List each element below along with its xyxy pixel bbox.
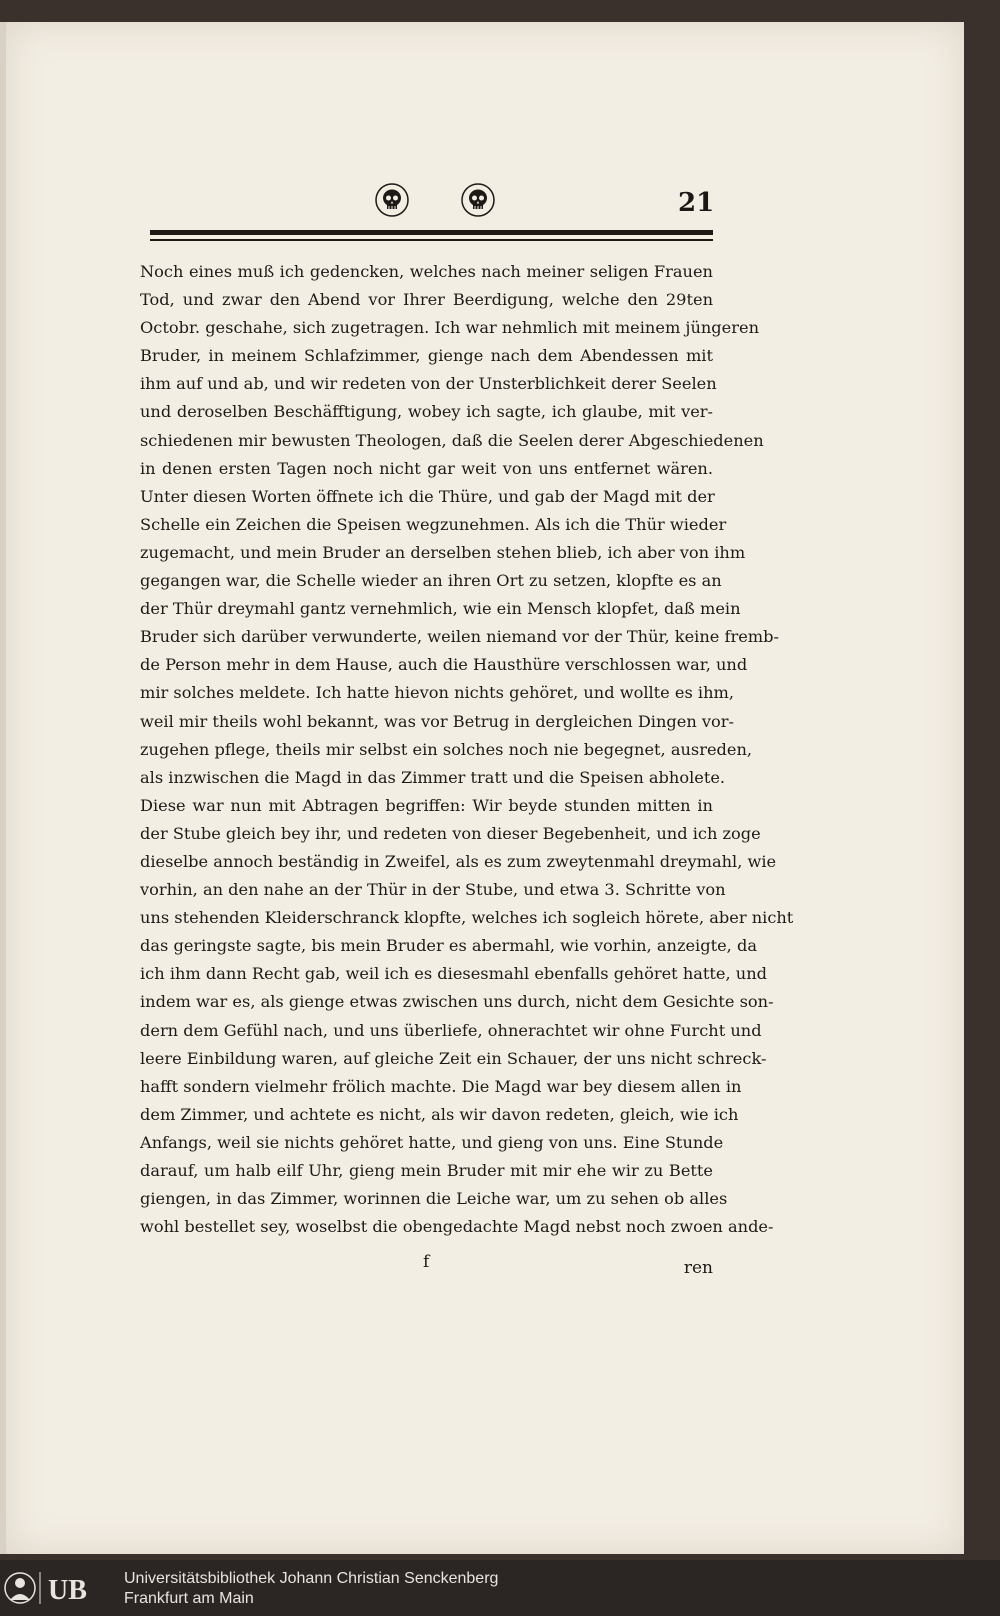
text-line: indem war es, als gienge etwas zwischen uns durch, nicht dem Gesichte son- xyxy=(140,992,774,1012)
page-foot xyxy=(140,1252,713,1282)
text-line: weil mir theils wohl bekannt, was vor Betrug in dergleichen Dingen vor- xyxy=(140,711,735,731)
skull-icon xyxy=(461,183,495,217)
text-line: darauf, um halb eilf Uhr, gieng mein Bruder mit mir ehe wir zu Bette xyxy=(140,1161,713,1180)
text-line: das geringste sagte, bis mein Bruder es abermahl, wie vorhin, anzeigte, da xyxy=(140,936,757,956)
text-line: dieselbe annoch beständig in Zweifel, als es zum zweytenmahl dreymahl, wie xyxy=(140,851,777,871)
text-line: Bruder, in meinem Schlafzimmer, gienge nach dem Abendessen mit xyxy=(140,346,713,366)
body-text xyxy=(140,258,794,1241)
header-rule xyxy=(150,230,713,235)
page-number: 21 xyxy=(678,188,715,218)
text-line: der Thür dreymahl gantz vernehmlich, wie ein Mensch klopfet, daß mein xyxy=(140,599,741,619)
text-line: Diese war nun mit Abtragen begriffen: Wir beyde stunden mitten in xyxy=(140,795,713,815)
ub-logo-text: UB xyxy=(48,1575,87,1606)
text-line: vorhin, an den nahe an der Thür in der Stube, und etwa 3. Schritte von xyxy=(140,880,726,900)
text-line: in denen ersten Tagen noch nicht gar weit von uns entfernet wären. xyxy=(140,458,713,478)
text-line: ihm auf und ab, und wir redeten von der Unsterblichkeit derer Seelen xyxy=(140,374,717,394)
skull-icon xyxy=(375,183,409,217)
footer-line-2: Frankfurt am Main xyxy=(124,1590,254,1607)
text-line: dern dem Gefühl nach, und uns überliefe, ohnerachtet wir ohne Furcht und xyxy=(140,1020,762,1040)
text-line: de Person mehr in dem Hause, auch die Hausthüre verschlossen war, und xyxy=(140,655,748,675)
ub-logo xyxy=(0,1568,118,1608)
footer-line-1: Universitätsbibliothek Johann Christian Senckenberg xyxy=(124,1570,499,1587)
text-line: Anfangs, weil sie nichts gehöret hatte, und gieng von uns. Eine Stunde xyxy=(140,1132,724,1152)
catchword: ren xyxy=(683,1258,713,1278)
header-ornaments xyxy=(375,183,505,223)
text-line: ich ihm dann Recht gab, weil ich es diesesmahl ebenfalls gehöret hatte, und xyxy=(140,964,767,984)
text-line: hafft sondern vielmehr frölich machte. Die Magd war bey diesem allen in xyxy=(140,1076,742,1096)
signature-mark: f xyxy=(423,1252,430,1272)
text-line: und deroselben Beschäfftigung, wobey ich sagte, ich glaube, mit ver- xyxy=(140,402,713,422)
text-line: leere Einbildung waren, auf gleiche Zeit ein Schauer, der uns nicht schreck- xyxy=(140,1048,767,1068)
text-line: gegangen war, die Schelle wieder an ihren Ort zu setzen, klopfte es an xyxy=(140,571,722,591)
text-line: Schelle ein Zeichen die Speisen wegzunehmen. Als ich die Thür wieder xyxy=(140,514,727,534)
text-line: Bruder sich darüber verwunderte, weilen niemand vor der Thür, keine fremb- xyxy=(140,627,779,647)
text-line: dem Zimmer, und achtete es nicht, als wir davon redeten, gleich, wie ich xyxy=(140,1104,739,1124)
text-line: Octobr. geschahe, sich zugetragen. Ich war nehmlich mit meinem jüngeren xyxy=(140,318,759,338)
library-footer xyxy=(0,1560,1000,1616)
text-line: giengen, in das Zimmer, worinnen die Leiche war, um zu sehen ob alles xyxy=(140,1189,728,1209)
text-line: Unter diesen Worten öffnete ich die Thüre, und gab der Magd mit der xyxy=(140,486,715,506)
text-line: der Stube gleich bey ihr, und redeten von dieser Begebenheit, und ich zoge xyxy=(140,823,761,843)
text-line: wohl bestellet sey, woselbst die obengedachte Magd nebst noch zwoen ande- xyxy=(140,1217,774,1237)
text-line: mir solches meldete. Ich hatte hievon nichts gehöret, und wollte es ihm, xyxy=(140,683,735,703)
text-line: uns stehenden Kleiderschranck klopfte, welches ich sogleich hörete, aber nicht xyxy=(140,908,794,928)
header-rule-thin xyxy=(150,239,713,241)
text-line: als inzwischen die Magd in das Zimmer tratt und die Speisen abholete. xyxy=(140,767,726,787)
text-line: zugehen pflege, theils mir selbst ein solches noch nie begegnet, ausreden, xyxy=(140,739,753,759)
text-line: Tod, und zwar den Abend vor Ihrer Beerdigung, welche den 29ten xyxy=(140,290,713,310)
text-line: schiedenen mir bewusten Theologen, daß die Seelen derer Abgeschiedenen xyxy=(140,430,764,450)
text-line: zugemacht, und mein Bruder an derselben stehen blieb, ich aber von ihm xyxy=(140,542,746,562)
text-line: Noch eines muß ich gedencken, welches nach meiner seligen Frauen xyxy=(140,262,713,281)
footer-text xyxy=(124,1569,498,1609)
